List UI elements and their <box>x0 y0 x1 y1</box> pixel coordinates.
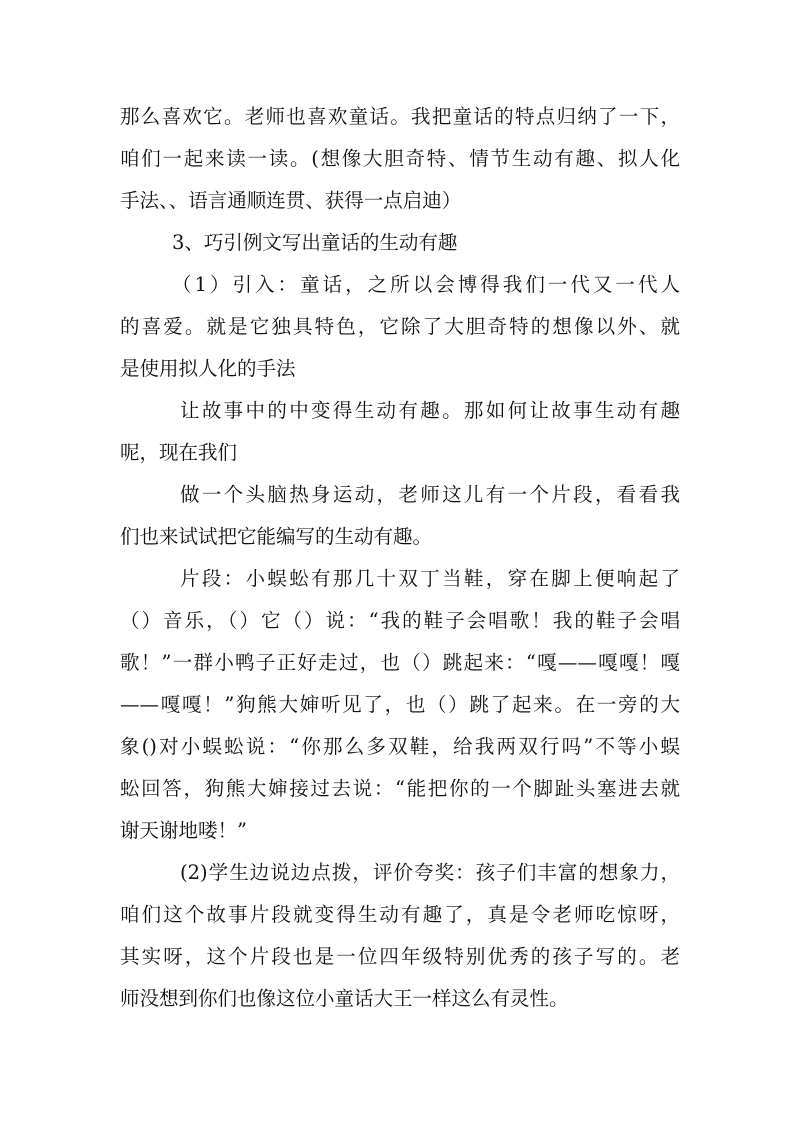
section-heading: 3、巧引例文写出童话的生动有趣 <box>172 231 458 254</box>
text-line: （1）引入：童话，之所以会博得我们一代又一代人 <box>172 273 680 296</box>
text-line: 做一个头脑热身运动，老师这儿有一个片段，看看我 <box>180 483 680 506</box>
text-line: 象()对小蜈蚣说：“你那么多双鞋，给我两双行吗”不等小蜈 <box>120 735 680 758</box>
text-line: 是使用拟人化的手法 <box>120 357 296 380</box>
text-line: 片段：小蜈蚣有那几十双丁当鞋，穿在脚上便响起了 <box>180 567 680 590</box>
text-line: 们也来试试把它能编写的生动有趣。 <box>120 525 433 548</box>
text-line: 手法、、语言通顺连贯、获得一点启迪） <box>120 189 462 212</box>
text-line: 蚣回答，狗熊大婶接过去说：“能把你的一个脚趾头塞进去就 <box>120 777 680 800</box>
text-line: 谢天谢地喽！” <box>120 819 247 842</box>
document-page <box>120 96 680 1020</box>
text-line: 其实呀，这个片段也是一位四年级特别优秀的孩子写的。老 <box>120 945 680 968</box>
text-line: 让故事中的中变得生动有趣。那如何让故事生动有趣 <box>180 399 680 422</box>
text-line: 咱们一起来读一读。(想像大胆奇特、情节生动有趣、拟人化 <box>120 147 680 170</box>
text-line: ——嘎嘎！”狗熊大婶听见了，也（）跳了起来。在一旁的大 <box>120 693 680 716</box>
text-line: 咱们这个故事片段就变得生动有趣了，真是令老师吃惊呀， <box>120 903 680 926</box>
text-line: 歌！”一群小鸭子正好走过，也（）跳起来：“嘎——嘎嘎！嘎 <box>120 651 680 674</box>
text-line: 的喜爱。就是它独具特色，它除了大胆奇特的想像以外、就 <box>120 315 680 338</box>
text-line: （）音乐，（）它（）说：“我的鞋子会唱歌！我的鞋子会唱 <box>120 609 680 632</box>
text-line: 师没想到你们也像这位小童话大王一样这么有灵性。 <box>120 987 569 1010</box>
text-line: (2)学生边说边点拨，评价夸奖：孩子们丰富的想象力， <box>180 861 680 884</box>
text-line: 呢，现在我们 <box>120 441 238 464</box>
text-line: 那么喜欢它。老师也喜欢童话。我把童话的特点归纳了一下， <box>120 105 680 128</box>
